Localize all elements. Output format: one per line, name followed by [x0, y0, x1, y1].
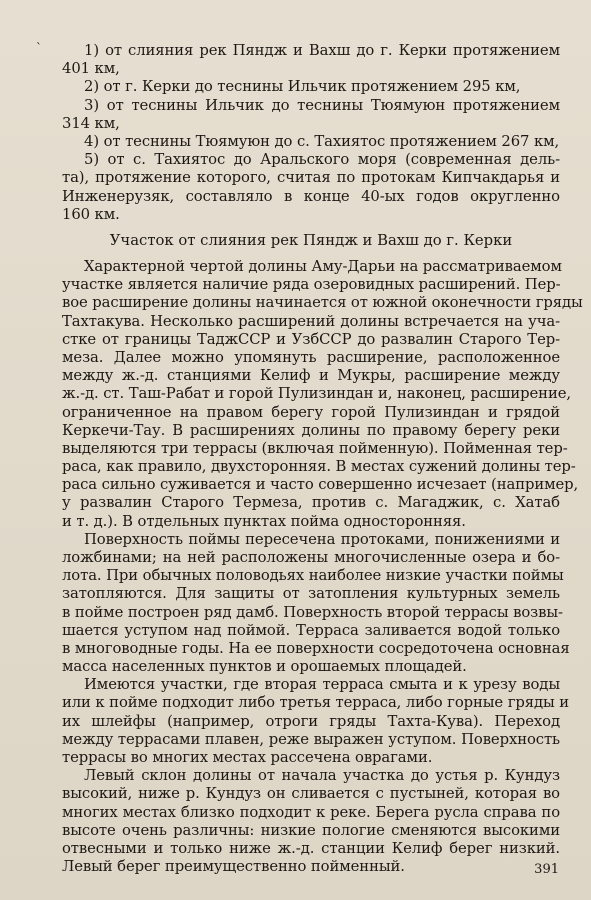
page-number: 391	[534, 862, 559, 877]
paragraph-line: Тахтакува. Несколько расширений долины встречается на уча-	[62, 312, 560, 330]
list-item-line: 5) от с. Тахиятос до Аральского моря (современная дель-	[84, 151, 560, 169]
section-heading: Участок от слияния рек Пяндж и Вахш до г. Керки	[109, 231, 513, 249]
paragraph-line: между ж.-д. станциями Келиф и Мукры, расширение между	[62, 367, 560, 385]
list-item-line: 160 км.	[62, 205, 120, 223]
paragraph-line: и т. д.). В отдельных пунктах пойма односторонняя.	[62, 512, 466, 530]
paragraph-line: затопляются. Для защиты от затопления культурных земель	[62, 585, 560, 603]
paragraph-line: Левый берег преимущественно пойменный.	[62, 858, 405, 875]
paragraph-line: Керкечи-Тау. В расширениях долины по правому берегу реки	[62, 421, 560, 439]
paragraph-line: Поверхность поймы пересечена протоками, понижениями и	[84, 530, 560, 548]
paragraph-line: раса сильно суживается и часто совершенно исчезает (например,	[62, 476, 579, 494]
paragraph-line: меза. Далее можно упомянуть расширение, расположенное	[62, 348, 560, 366]
paragraph-line: высокий, ниже р. Кундуз он сливается с пустыней, которая во	[62, 785, 560, 803]
list-item-line: 401 км,	[62, 60, 120, 78]
paragraph-line: лота. При обычных половодьях наиболее низкие участки поймы	[62, 567, 564, 585]
list-item-line: 314 км,	[62, 114, 120, 132]
paragraph-line: или к пойме подходит либо третья терраса, либо горные гряды и	[62, 694, 570, 712]
list-item-line: 4) от теснины Тюямуюн до с. Тахиятос протяжением 267 км,	[84, 132, 560, 150]
paragraph-line: у развалин Старого Термеза, против с. Магаджик, с. Хатаб	[62, 494, 560, 512]
paragraph-line: многих местах близко подходит к реке. Берега русла справа по	[62, 803, 560, 821]
paragraph-line: ограниченное на правом берегу горой Пулизиндан и грядой	[62, 403, 560, 421]
list-item-line: 3) от теснины Ильчик до теснины Тюямуюн протяжением	[84, 96, 560, 114]
paragraph-line: в многоводные годы. На ее поверхности сосредоточена основная	[62, 639, 570, 657]
list-item-line: Инженерузяк, составляло в конце 40-ых годов округленно	[62, 187, 560, 205]
paragraph-line: высоте очень различны: низкие пологие сменяются высокими	[62, 821, 560, 839]
paragraph-line: выделяются три террасы (включая пойменную). Пойменная тер-	[62, 439, 568, 457]
paragraph-line: масса населенных пунктов и орошаемых площадей.	[62, 658, 467, 675]
paragraph-line: раса, как правило, двухсторонняя. В местах сужений долины тер-	[62, 458, 576, 475]
paragraph-line: Имеются участки, где вторая терраса смыта и к урезу воды	[84, 676, 560, 694]
list-item-line: та), протяжение которого, считая по протокам Кипчакдарья и	[62, 169, 560, 187]
list-item-line: 1) от слияния рек Пяндж и Вахш до г. Керки протяжением	[84, 42, 560, 59]
paragraph-line: Левый склон долины от начала участка до устья р. Кундуз	[84, 767, 560, 785]
paragraph-line: их шлейфы (например, отроги гряды Тахта-Кува). Переход	[62, 712, 560, 730]
paragraph-line: стке от границы ТаджССР и УзбССР до развалин Старого Тер-	[62, 330, 560, 348]
paragraph-line: шается уступом над поймой. Терраса заливается водой только	[62, 621, 560, 639]
margin-mark: `	[36, 41, 42, 55]
paragraph-line: ж.-д. ст. Таш-Рабат и горой Пулизиндан и, наконец, расширение,	[62, 385, 571, 403]
paragraph-line: в пойме построен ряд дамб. Поверхность второй террасы возвы-	[62, 603, 563, 621]
paragraph-line: между террасами плавен, реже выражен уступом. Поверхность	[62, 730, 560, 748]
paragraph-line: вое расширение долины начинается от южной оконечности гряды	[62, 294, 583, 312]
paragraph-line: террасы во многих местах рассечена оврагами.	[62, 748, 433, 766]
paragraph-line: ложбинами; на ней расположены многочисленные озера и бо-	[62, 548, 560, 566]
paragraph-line: Характерной чертой долины Аму-Дарьи на рассматриваемом	[84, 258, 562, 275]
list-item-line: 2) от г. Керки до теснины Ильчик протяжением 295 км,	[84, 78, 521, 96]
paragraph-line: участке является наличие ряда озеровидных расширений. Пер-	[62, 276, 561, 294]
paragraph-line: отвесными и только ниже ж.-д. станции Келиф берег низкий.	[62, 839, 560, 857]
